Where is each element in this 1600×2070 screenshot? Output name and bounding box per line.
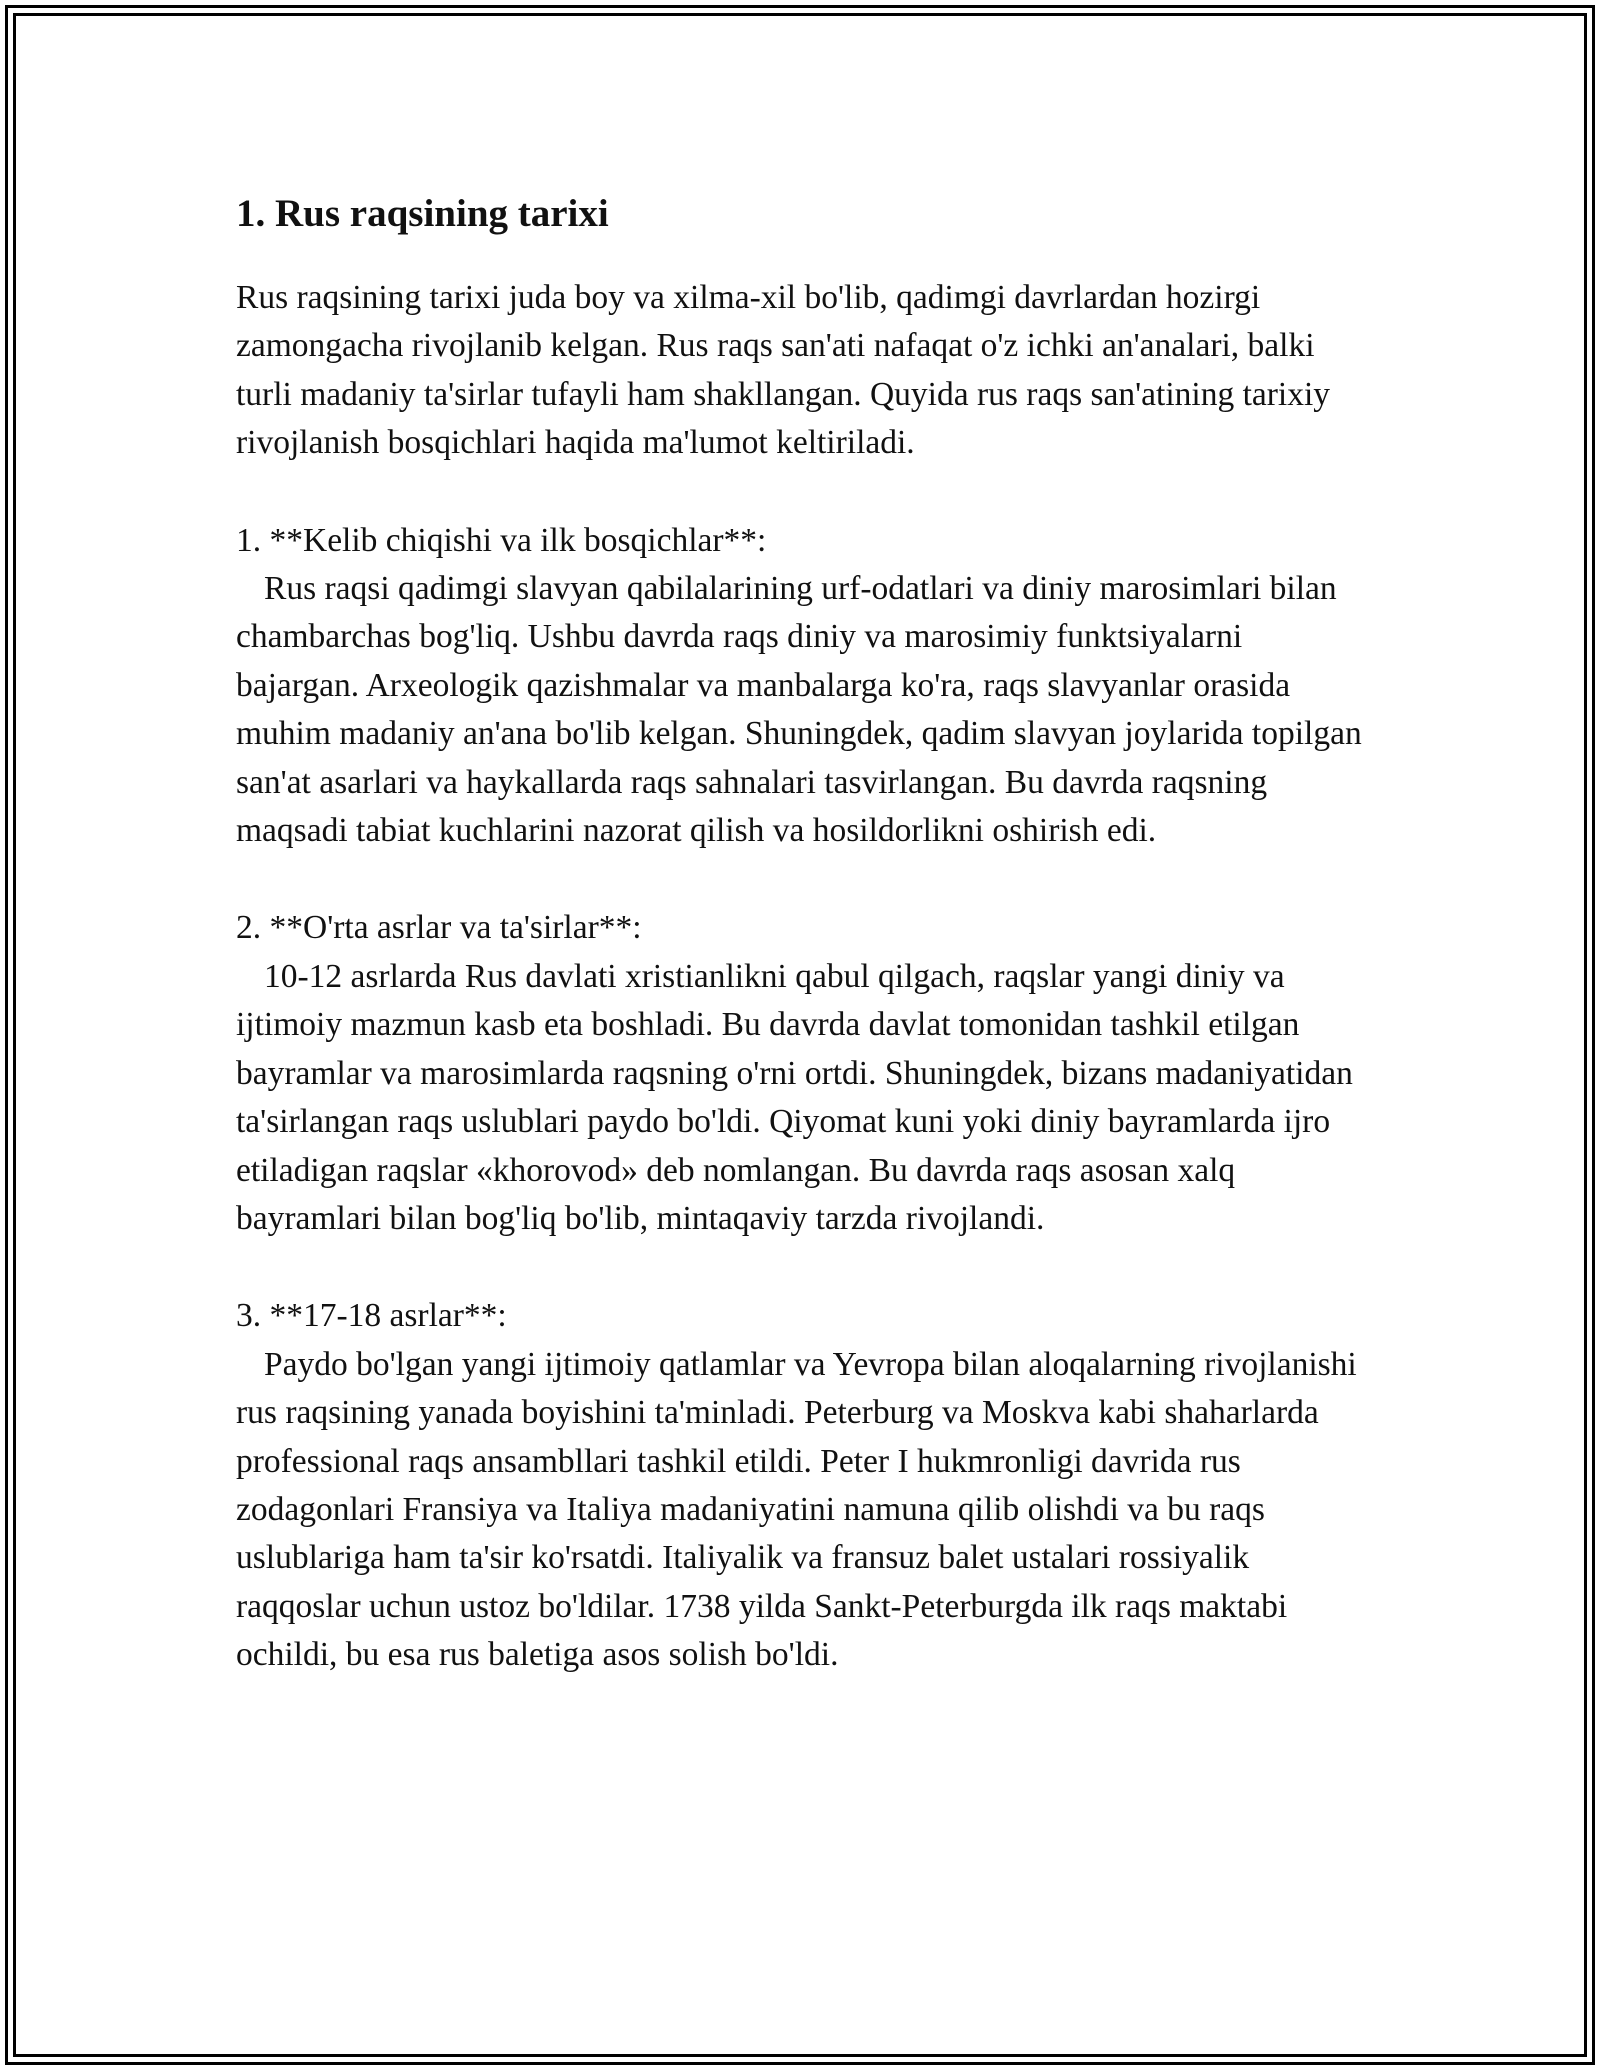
- page-title: 1. Rus raqsining tarixi: [236, 192, 609, 235]
- section-body: Paydo bo'lgan yangi ijtimoiy qatlamlar va Yevropa bilan aloqalarning rivojlanishi rus raqsining yanada boyishini ta'minladi. Peterburg va Moskva kabi shaharlarda professional raqs ansambllari tashkil etildi. Peter I hukmronligi davrida rus zodagonlari Fransiya va Italiya madaniyatini namuna qilib olishdi va bu raqs uslublariga ham ta'sir ko'rsatdi. Italiyalik va fransuz balet ustalari rossiyalik raqqoslar uchun ustoz bo'ldilar. 1738 yilda Sankt-Peterburgda ilk raqs maktabi ochildi, bu esa rus baletiga asos solish bo'ldi.: [236, 1345, 1357, 1674]
- section-title: 2. **O'rta asrlar va ta'sirlar**:: [236, 909, 642, 947]
- intro-paragraph: Rus raqsining tarixi juda boy va xilma-xil bo'lib, qadimgi davrlardan hozirgi zamongacha rivojlanib kelgan. Rus raqs san'ati nafaqat o'z ichki an'analari, balki turli madaniy ta'sirlar tufayli ham shakllangan. Quyida rus raqs san'atining tarixiy rivojlanish bosqichlari haqida ma'lumot keltiriladi.: [236, 279, 1339, 462]
- section-17-18-centuries: [236, 1292, 1366, 1679]
- section-body: 10-12 asrlarda Rus davlati xristianlikni qabul qilgach, raqslar yangi diniy va ijtimoiy mazmun kasb eta boshladi. Bu davrda davlat tomonidan tashkil etilgan bayramlar va marosimlarda raqsning o'rni ortdi. Shuningdek, bizans madaniyatidan ta'sirlangan raqs uslublari paydo bo'ldi. Qiyomat kuni yoki diniy bayramlarda ijro etiladigan raqslar «khorovod» deb nomlangan. Bu davrda raqs asosan xalq bayramlari bilan bog'liq bo'lib, mintaqaviy tarzda rivojlandi.: [236, 957, 1353, 1237]
- section-title: 3. **17-18 asrlar**:: [236, 1297, 507, 1335]
- section-body: Rus raqsi qadimgi slavyan qabilalarining urf-odatlari va diniy marosimlari bilan chambarchas bog'liq. Ushbu davrda raqs diniy va marosimiy funktsiyalarni bajargan. Arxeologik qazishmalar va manbalarga ko'ra, raqs slavyanlar orasida muhim madaniy an'ana bo'lib kelgan. Shuningdek, qadim slavyan joylarida topilgan san'at asarlari va haykallarda raqs sahnalari tasvirlangan. Bu davrda raqsning maqsadi tabiat kuchlarini nazorat qilish va hosildorlikni oshirish edi.: [236, 570, 1362, 850]
- section-title: 1. **Kelib chiqishi va ilk bosqichlar**:: [236, 521, 767, 559]
- section-middle-ages: [236, 904, 1366, 1243]
- document-content: [236, 190, 1366, 1680]
- section-origins: [236, 517, 1366, 856]
